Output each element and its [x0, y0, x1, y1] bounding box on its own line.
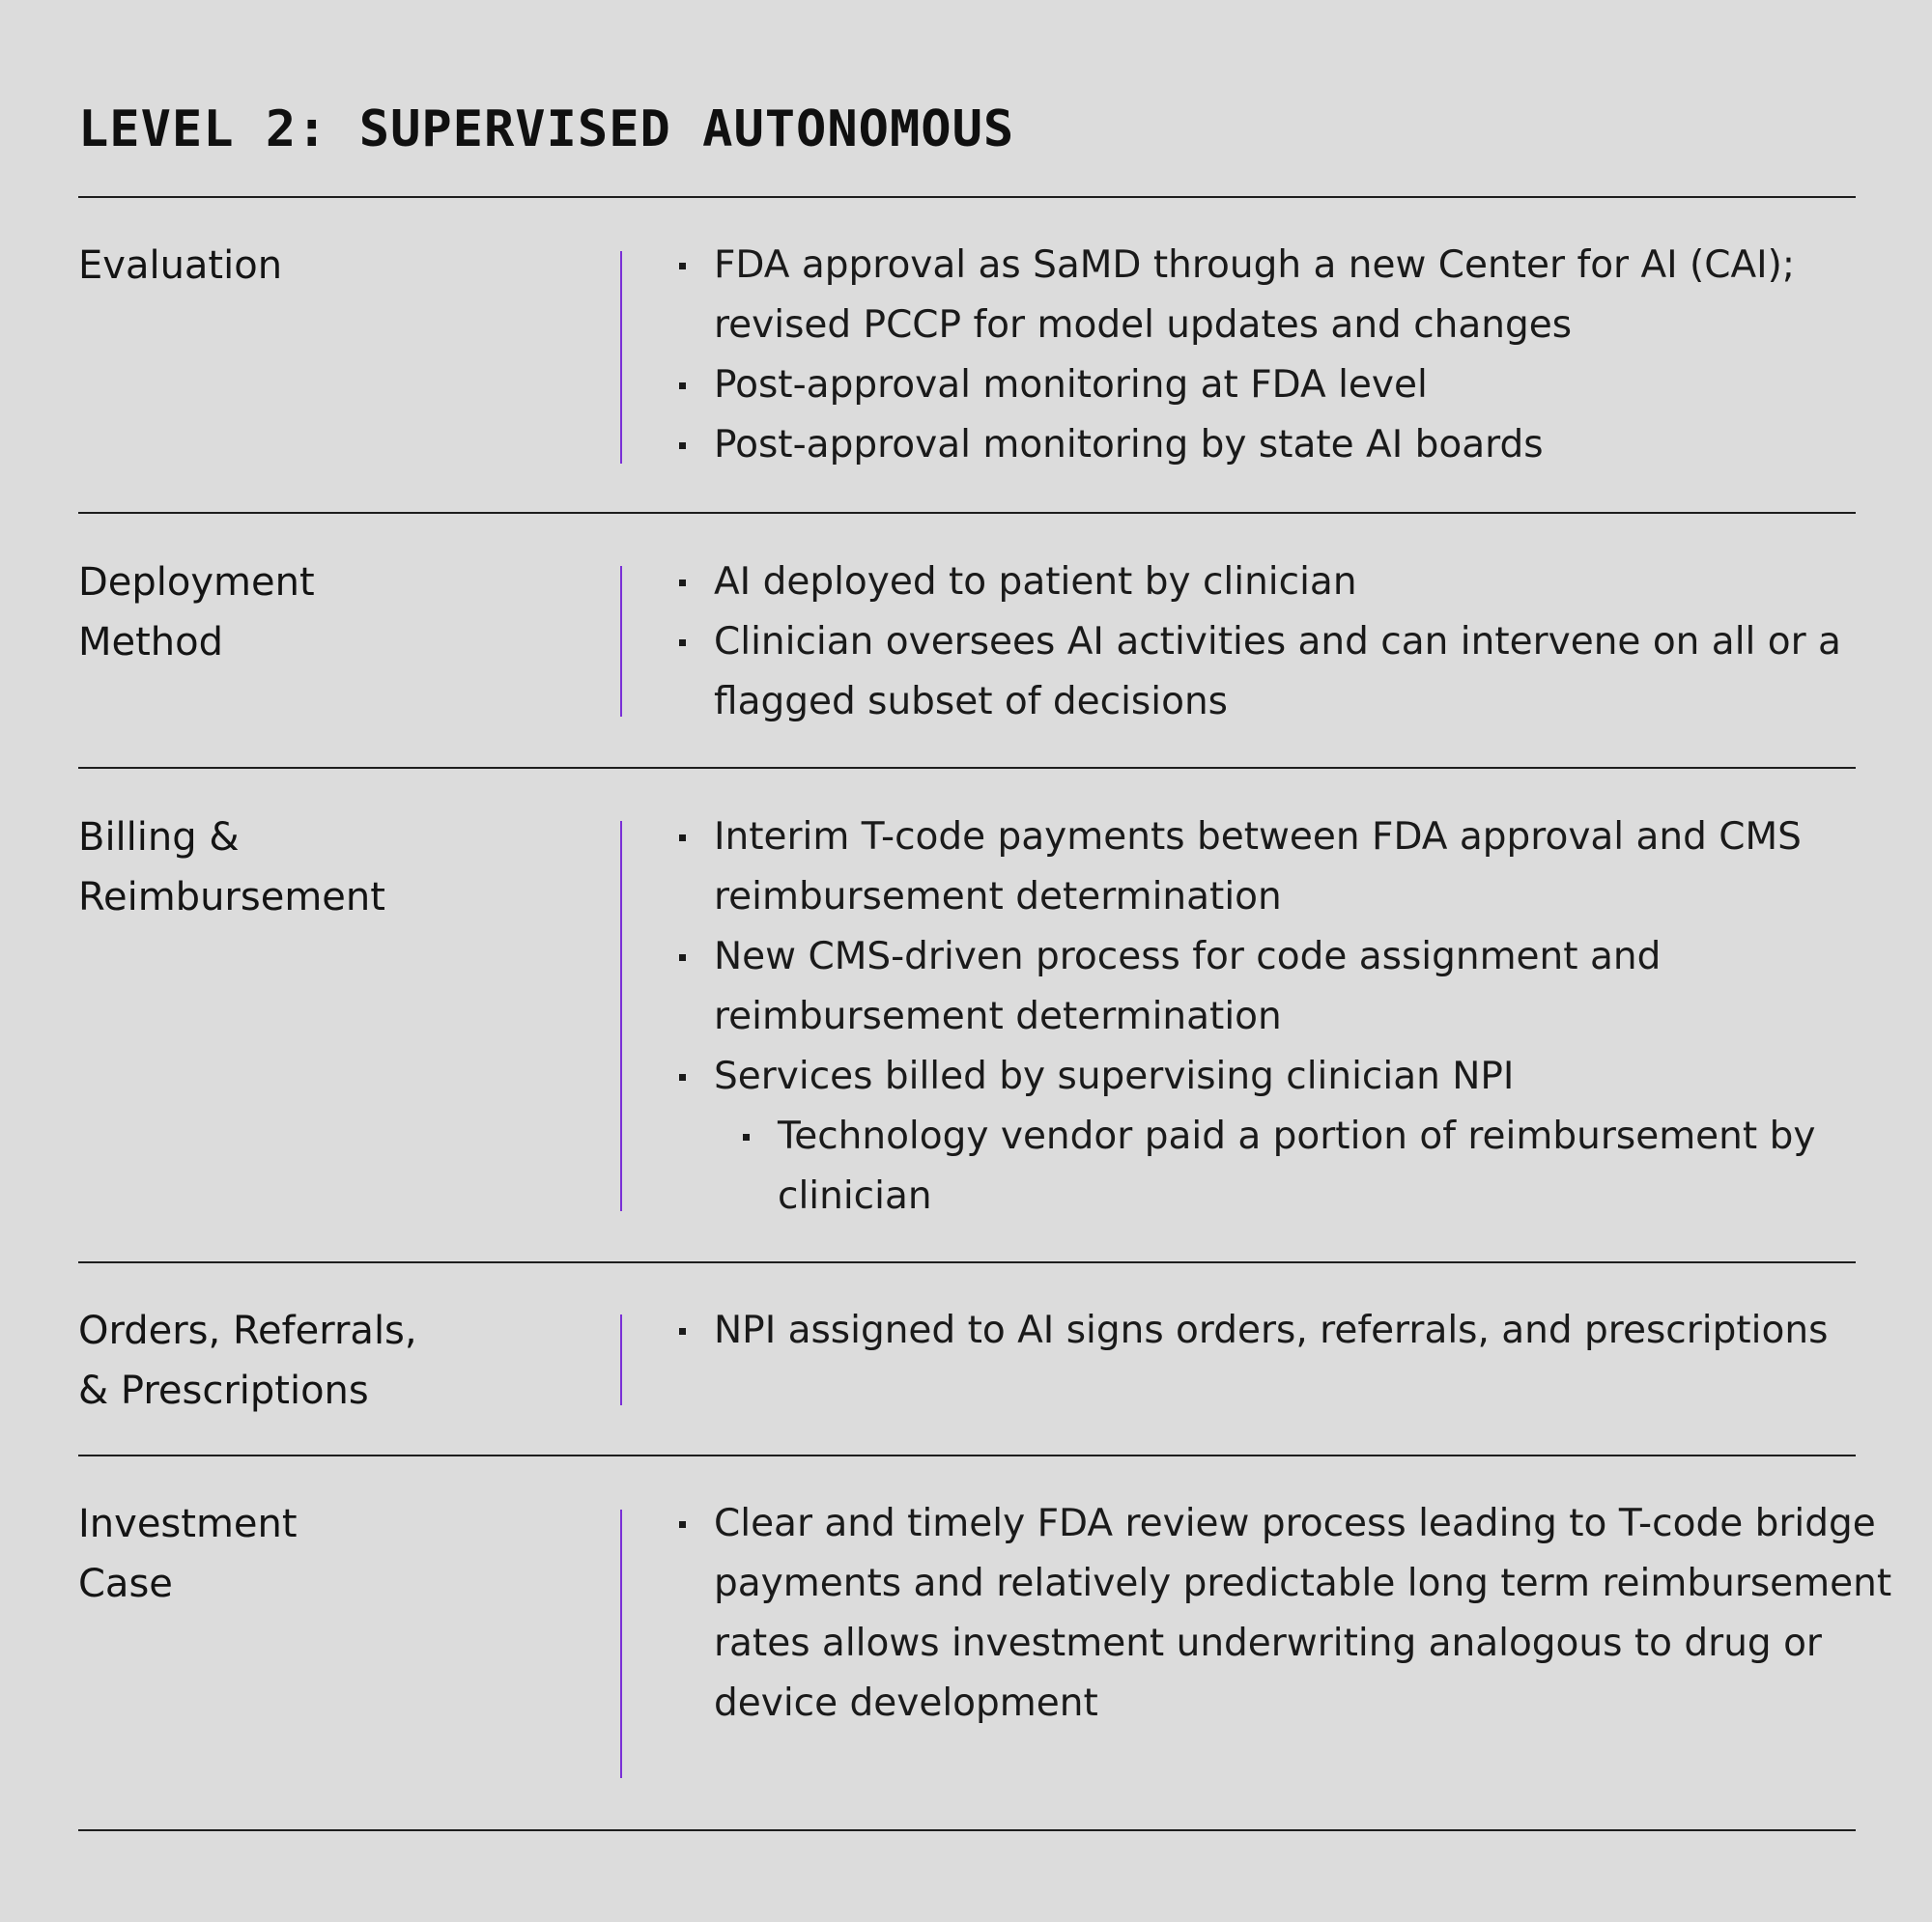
bullet-icon — [679, 1521, 686, 1528]
list-item — [714, 552, 1902, 612]
section-label — [78, 236, 581, 296]
list-item — [714, 927, 1902, 1047]
bullet-text: AI deployed to patient by clinician — [714, 560, 1357, 604]
bullet-text: Clinician oversees AI activities and can intervene on all or a flagged subset of decisions — [714, 620, 1841, 723]
section-label — [78, 1301, 581, 1421]
label-line: Evaluation — [78, 243, 283, 288]
bullet-icon — [679, 382, 686, 389]
label-line: Investment — [78, 1502, 298, 1546]
accent-bar — [620, 1510, 622, 1778]
section-label — [78, 807, 581, 927]
list-item — [714, 415, 1902, 475]
divider — [78, 196, 1856, 198]
section-label — [78, 552, 581, 672]
bullet-text: Clear and timely FDA review process leading to T-code bridge payments and relatively predictable long term reimbursement rates allows investment underwriting analogous to drug or device development — [714, 1502, 1892, 1725]
label-line: Deployment — [78, 560, 315, 605]
list-item — [714, 612, 1902, 732]
bullet-icon — [679, 1328, 686, 1335]
divider — [78, 1829, 1856, 1831]
bullet-list — [714, 807, 1902, 1227]
accent-bar — [620, 1314, 622, 1405]
bullet-text: Interim T-code payments between FDA approval and CMS reimbursement determination — [714, 815, 1802, 919]
accent-bar — [620, 566, 622, 717]
bullet-text: Post-approval monitoring at FDA level — [714, 363, 1428, 407]
divider — [78, 1261, 1856, 1263]
list-item — [714, 236, 1902, 355]
bullet-text: New CMS-driven process for code assignment and reimbursement determination — [714, 935, 1662, 1038]
accent-bar — [620, 821, 622, 1211]
divider — [78, 1455, 1856, 1456]
bullet-list — [714, 552, 1902, 732]
bullet-text: FDA approval as SaMD through a new Center for AI (CAI); revised PCCP for model updates and changes — [714, 243, 1796, 347]
label-line: Method — [78, 620, 224, 664]
page-title: LEVEL 2: SUPERVISED AUTONOMOUS — [78, 100, 1015, 158]
sub-list-item — [778, 1107, 1902, 1227]
bullet-text: NPI assigned to AI signs orders, referrals, and prescriptions — [714, 1309, 1829, 1352]
label-line: Case — [78, 1562, 173, 1606]
bullet-icon — [679, 442, 686, 449]
bullet-text: Technology vendor paid a portion of reimbursement by clinician — [778, 1115, 1816, 1218]
bullet-icon — [679, 954, 686, 961]
bullet-list — [714, 236, 1902, 475]
list-item — [714, 1301, 1902, 1361]
label-line: Reimbursement — [78, 875, 385, 919]
label-line: Billing & — [78, 815, 240, 860]
bullet-icon — [743, 1134, 750, 1141]
bullet-icon — [679, 639, 686, 646]
accent-bar — [620, 251, 622, 464]
divider — [78, 767, 1856, 769]
list-item — [714, 1047, 1902, 1107]
list-item — [714, 807, 1902, 927]
bullet-icon — [679, 1074, 686, 1081]
section-label — [78, 1494, 581, 1614]
bullet-text: Post-approval monitoring by state AI boards — [714, 423, 1544, 466]
bullet-icon — [679, 834, 686, 841]
bullet-list — [714, 1494, 1902, 1734]
label-line: Orders, Referrals, — [78, 1309, 417, 1353]
label-line: & Prescriptions — [78, 1369, 369, 1413]
list-item — [714, 1494, 1902, 1734]
divider — [78, 512, 1856, 514]
bullet-icon — [679, 579, 686, 586]
bullet-icon — [679, 263, 686, 269]
list-item — [714, 355, 1902, 415]
bullet-text: Services billed by supervising clinician NPI — [714, 1055, 1515, 1098]
bullet-list — [714, 1301, 1902, 1361]
